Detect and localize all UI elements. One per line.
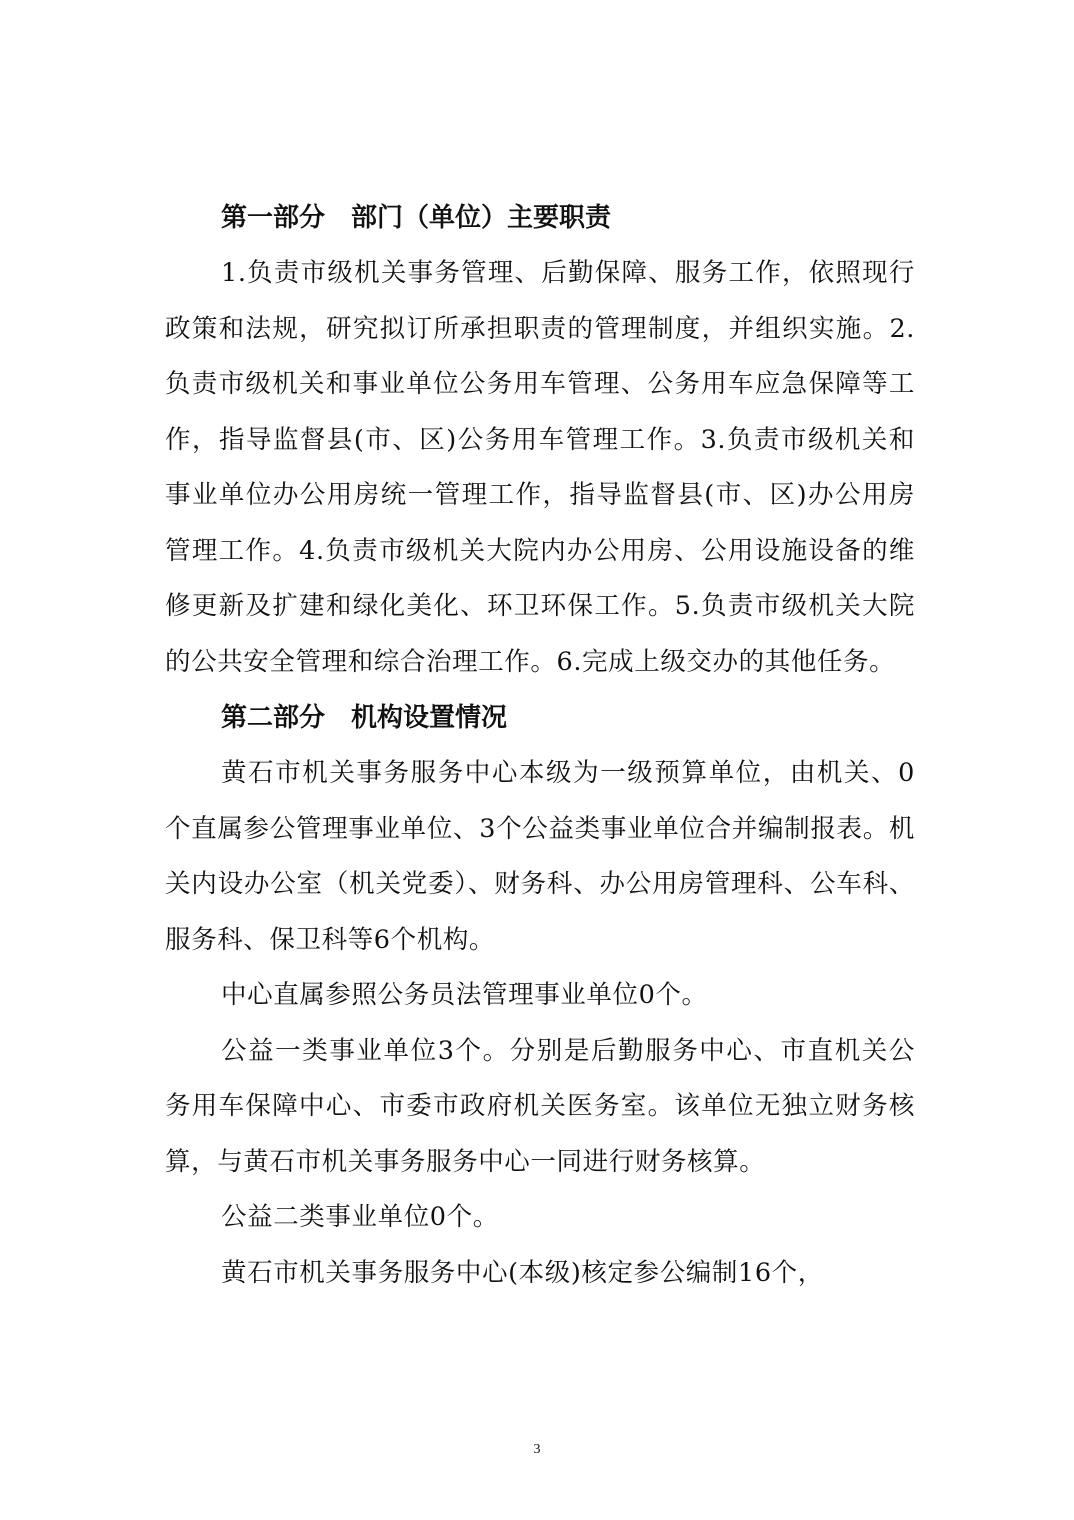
section-2-heading: 第二部分 机构设置情况: [221, 703, 508, 733]
section-1-heading: 第一部分 部门（单位）主要职责: [221, 203, 612, 233]
document-page: [165, 190, 915, 1301]
page-number: 3: [533, 1442, 541, 1457]
section-2-paragraph-5: 黄石市机关事务服务中心(本级)核定参公编制16个，: [221, 1257, 824, 1288]
section-1-paragraph-1: 1.负责市级机关事务管理、后勤保障、服务工作，依照现行政策和法规，研究拟订所承担职责的管理制度，并组织实施。2.负责市级机关和事业单位公务用车管理、公务用车应急保障等工作，指导监督县(市、区)公务用车管理工作。3.负责市级机关和事业单位办公用房统一管理工作，指导监督县(市、区)办公用房管理工作。4.负责市级机关大院内办公用房、公用设施设备的维修更新及扩建和绿化美化、环卫环保工作。5.负责市级机关大院的公共安全管理和综合治理工作。6.完成上级交办的其他任务。: [165, 258, 915, 677]
section-2-paragraph-1: 黄石市机关事务服务中心本级为一级预算单位，由机关、0个直属参公管理事业单位、3个公益类事业单位合并编制报表。机关内设办公室（机关党委）、财务科、办公用房管理科、公车科、服务科、保卫科等6个机构。: [165, 758, 915, 955]
section-2-paragraph-4: 公益二类事业单位0个。: [221, 1202, 499, 1232]
section-2-paragraph-2: 中心直属参照公务员法管理事业单位0个。: [221, 980, 708, 1010]
section-2-paragraph-3: 公益一类事业单位3个。分别是后勤服务中心、市直机关公务用车保障中心、市委市政府机关医务室。该单位无独立财务核算，与黄石市机关事务服务中心一同进行财务核算。: [165, 1035, 915, 1177]
